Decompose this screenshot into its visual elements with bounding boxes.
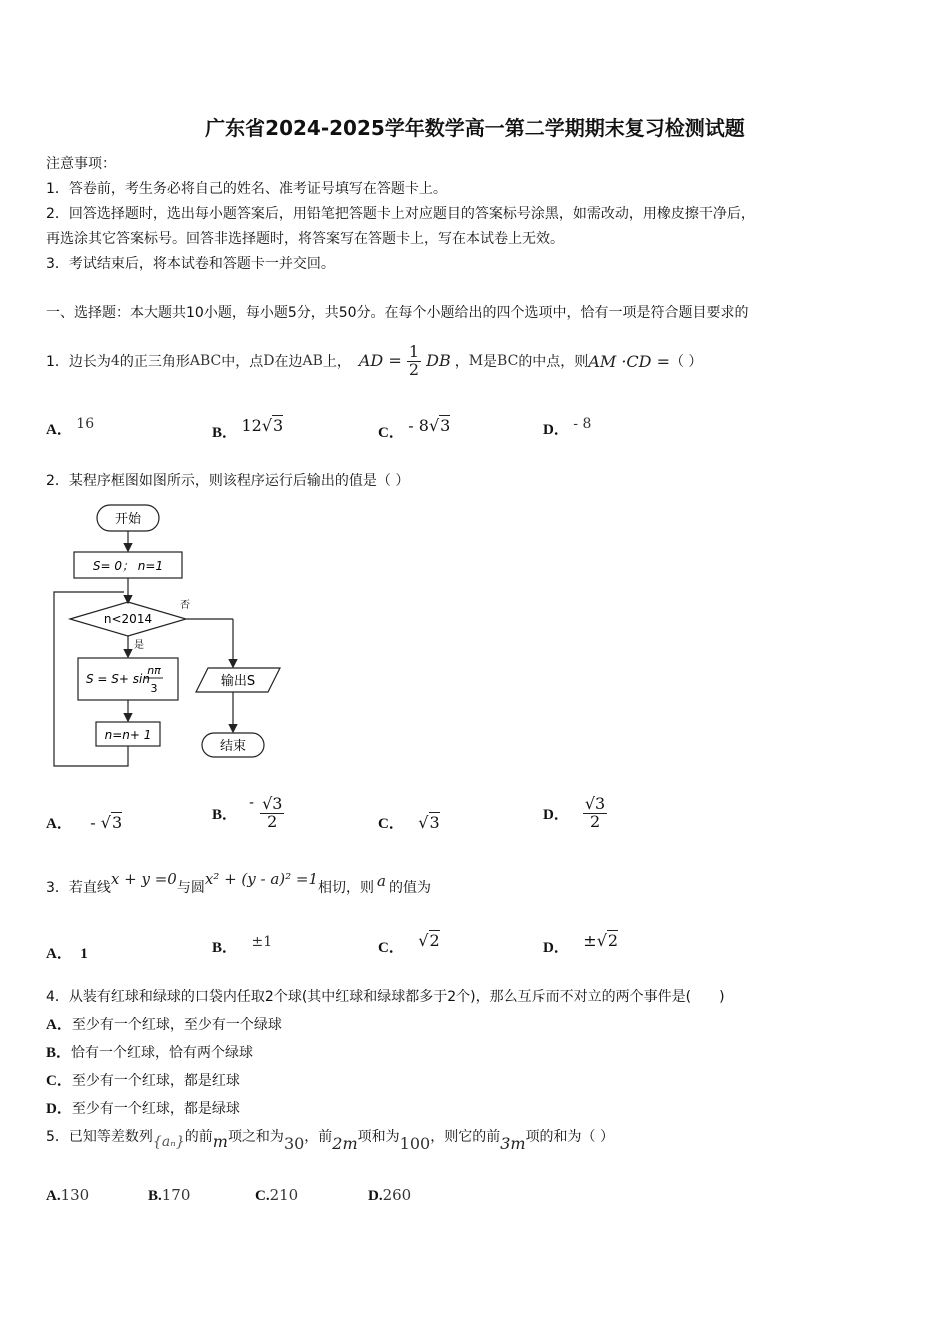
q1-ratio-right: DB (426, 350, 451, 370)
q1-option-a[interactable] (46, 416, 94, 439)
q1-option-c[interactable] (378, 416, 450, 442)
option-label: B． (212, 806, 238, 823)
q5-option-a[interactable] (46, 1186, 89, 1205)
q3-text: 相切，则 (318, 880, 375, 896)
option-label: C． (378, 816, 404, 832)
question-3 (46, 872, 431, 902)
option-label: D． (46, 1101, 72, 1117)
option-value: √3 (418, 813, 440, 832)
notice-item-2: 2．回答选择题时，选出每小题答案后，用铅笔把答题卡上对应题目的答案标号涂黑，如需改动，用橡皮擦干净后， (46, 206, 755, 222)
flow-no-label: 否 (180, 600, 190, 611)
q1-math-segment: BC (497, 353, 519, 369)
q2-option-d[interactable] (543, 788, 607, 838)
q5-option-d[interactable] (368, 1186, 411, 1205)
option-value: √2 (418, 931, 440, 950)
q5-option-b[interactable] (148, 1186, 190, 1205)
option-fraction (260, 793, 284, 831)
q5-math-seq: {aₙ} (152, 1134, 185, 1150)
flow-step-num: nπ (147, 664, 161, 677)
option-value: 至少有一个红球，至少有一个绿球 (71, 1017, 282, 1033)
q4-option-a[interactable] (46, 1013, 282, 1034)
option-value: - 8 (573, 416, 592, 432)
option-value: 210 (269, 1186, 299, 1204)
q1-text: 的正三角形 (119, 354, 190, 370)
q5-math-3m: 3m (500, 1134, 526, 1153)
option-den: 2 (267, 811, 278, 831)
q3-option-a[interactable] (46, 942, 88, 963)
option-radicand: 2 (429, 931, 440, 950)
flow-step-label: S = S+ sin (86, 672, 150, 686)
q1-text: ， (454, 354, 469, 370)
option-value: 16 (76, 416, 95, 432)
q4-option-d[interactable] (46, 1097, 240, 1118)
q1-math-midpoint: M (468, 353, 484, 369)
q1-ratio-left: AD = (358, 350, 402, 370)
q3-option-c[interactable] (378, 931, 440, 957)
q3-option-b[interactable] (212, 936, 272, 957)
option-radicand: 3 (111, 813, 123, 832)
q1-option-d[interactable] (543, 416, 591, 439)
q1-text: 边长为 (68, 354, 111, 370)
q5-text: 项之和为 (227, 1129, 284, 1145)
q3-math-circle: x² + (y - a)² =1 (204, 870, 319, 888)
option-value: ±√2 (583, 931, 619, 950)
notice-item-3: 3．考试结束后，将本试卷和答题卡一并交回。 (46, 256, 335, 272)
q2-option-a[interactable] (46, 812, 122, 833)
q3-math-a: a (377, 872, 386, 890)
option-label: C. (255, 1188, 270, 1204)
option-value: - √3 (90, 813, 123, 832)
option-radicand: 3 (429, 813, 440, 832)
q5-text: 的前 (184, 1129, 213, 1145)
notice-heading: 注意事项： (46, 156, 116, 172)
q1-math-side: 4 (110, 353, 120, 369)
option-value: 12√3 (241, 416, 284, 435)
q5-math-m: m (212, 1132, 228, 1151)
option-label: B. (148, 1188, 162, 1204)
option-coef: - 8 (408, 416, 429, 435)
q1-text: 的中点，则 (518, 354, 589, 370)
option-label: C． (378, 425, 404, 441)
option-fraction (583, 793, 607, 831)
flow-inc-label: n=n+ 1 (104, 728, 152, 742)
q3-option-d[interactable] (543, 931, 619, 957)
flow-output-label: 输出S (220, 674, 256, 689)
option-label: B． (46, 1045, 72, 1061)
q5-option-c[interactable] (255, 1186, 298, 1205)
option-value: 至少有一个红球，都是红球 (71, 1073, 240, 1089)
q1-text: 是 (483, 354, 498, 370)
q5-text: 项和为 (357, 1129, 400, 1145)
notice-item-1: 1．答卷前，考生务必将自己的姓名、准考证号填写在答题卡上。 (46, 181, 447, 197)
question-4: 4．从装有红球和绿球的口袋内任取2个球(其中红球和绿球都多于2个)，那么互斥而不对立的两个事件是( ) (46, 989, 725, 1005)
q1-math-dot: AM ·CD = (588, 351, 670, 371)
question-5 (46, 1126, 614, 1160)
q5-text: ，前 (304, 1129, 333, 1145)
q1-math-point: D (263, 353, 275, 369)
q1-fraction-num: 1 (408, 341, 420, 361)
notice-item-2-cont: 再选涂其它答案标号。回答非选择题时，将答案写在答题卡上，写在本试卷上无效。 (46, 231, 564, 247)
q4-option-c[interactable] (46, 1069, 240, 1090)
option-value: 260 (382, 1186, 412, 1204)
q2-option-c[interactable] (378, 812, 440, 833)
q1-math-ratio (358, 341, 451, 379)
flow-init-label: S= 0； n=1 (92, 559, 164, 573)
option-label: A． (46, 422, 72, 438)
option-coef: 12 (241, 416, 262, 435)
flow-cond-label: n<2014 (103, 612, 153, 626)
option-num: √3 (584, 793, 606, 813)
option-sign: - (249, 795, 255, 811)
option-label: C． (378, 940, 404, 956)
q5-text: 项的和为（ ） (525, 1129, 615, 1145)
flowchart (40, 498, 300, 778)
question-2: 2．某程序框图如图所示，则该程序运行后输出的值是（ ） (46, 473, 410, 489)
q4-option-b[interactable] (46, 1041, 253, 1062)
option-label: A． (46, 1017, 72, 1033)
q5-math-30: 30 (283, 1134, 305, 1153)
question-1 (46, 336, 702, 386)
option-label: C． (46, 1073, 72, 1089)
option-value: 至少有一个红球，都是绿球 (71, 1101, 240, 1117)
option-label: B． (212, 940, 238, 956)
option-radicand: 2 (607, 931, 619, 950)
q1-text: 上， (322, 354, 351, 370)
q3-text: 与圆 (176, 880, 205, 896)
q1-text: 中，点 (221, 354, 264, 370)
option-value: 170 (161, 1186, 191, 1204)
q3-text: 3．若直线 (46, 880, 111, 896)
q2-option-b[interactable] (212, 788, 284, 838)
option-value: - 8√3 (408, 416, 451, 435)
q5-math-2m: 2m (332, 1134, 358, 1153)
option-label: D． (543, 806, 569, 823)
q3-math-line: x + y =0 (110, 870, 177, 888)
option-value: 130 (60, 1186, 90, 1204)
option-label: D． (543, 422, 569, 438)
q3-text: 的值为 (389, 880, 431, 896)
q1-option-b[interactable] (212, 416, 283, 442)
option-label: A． (46, 946, 72, 962)
q1-math-edge: AB (302, 353, 323, 369)
q1-math-triangle: ABC (189, 353, 222, 369)
option-label: A. (46, 1188, 61, 1204)
q1-fraction (407, 341, 421, 379)
option-label: B． (212, 425, 238, 441)
q5-text: 5．已知等差数列 (46, 1129, 153, 1145)
option-label: D. (368, 1188, 383, 1204)
option-den: 2 (589, 811, 601, 831)
option-value: 恰有一个红球，恰有两个绿球 (71, 1045, 254, 1061)
option-sign: ± (583, 931, 597, 950)
flow-end-label: 结束 (219, 739, 247, 754)
option-label: A． (46, 816, 72, 832)
flow-yes-label: 是 (134, 640, 144, 651)
option-sign: - (90, 813, 96, 832)
option-radicand: 3 (440, 416, 451, 435)
option-value: 1 (80, 946, 88, 962)
q1-number: 1． (46, 354, 69, 370)
option-radicand: 3 (273, 416, 284, 435)
page-title: 广东省2024-2025学年数学高一第二学期期末复习检测试题 (205, 116, 745, 140)
flow-step-den: 3 (150, 682, 158, 695)
option-num: √3 (262, 793, 283, 813)
option-value: ±1 (251, 934, 273, 950)
q1-text: 在边 (274, 354, 303, 370)
q1-fraction-den: 2 (408, 359, 420, 379)
q5-text: ，则它的前 (430, 1129, 501, 1145)
option-label: D． (543, 940, 569, 956)
q1-text: （ ） (669, 354, 703, 370)
section-heading: 一、选择题：本大题共10小题，每小题5分，共50分。在每个小题给出的四个选项中，恰有一项是符合题目要求的 (46, 305, 749, 321)
q5-math-100: 100 (399, 1134, 431, 1153)
flow-start-label: 开始 (114, 512, 142, 527)
